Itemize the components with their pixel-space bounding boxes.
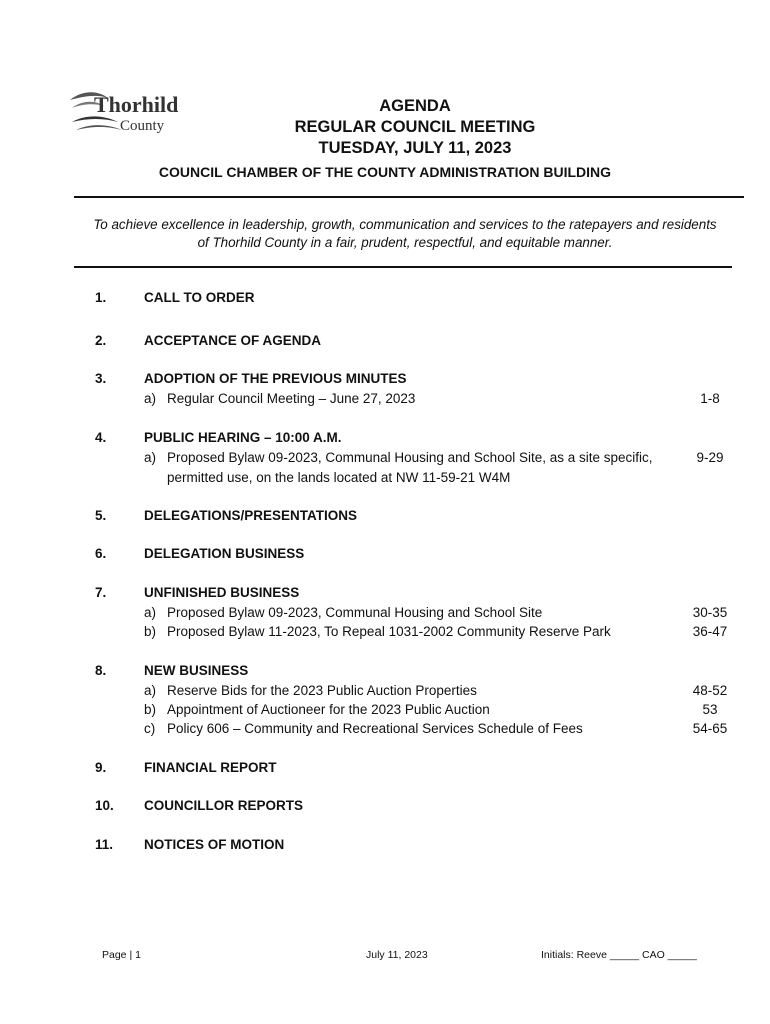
footer-date: July 11, 2023 (366, 949, 428, 961)
sub-item (144, 603, 674, 623)
sub-item-letter: a) (144, 450, 157, 465)
item-number: 5. (95, 508, 107, 523)
item-number: 11. (95, 837, 114, 852)
sub-item-pages: 1-8 (700, 391, 720, 406)
item-heading: CALL TO ORDER (144, 290, 255, 305)
mission-statement (70, 216, 740, 252)
sub-item-letter: c) (144, 721, 156, 736)
footer-initials: Initials: Reeve _____ CAO _____ (541, 949, 697, 961)
item-heading: FINANCIAL REPORT (144, 760, 277, 775)
sub-item-pages: 48-52 (692, 683, 728, 698)
item-number: 2. (95, 333, 107, 348)
mission-line-2: of Thorhild County in a fair, prudent, respectful, and equitable manner. (197, 235, 613, 250)
sub-item-text: Proposed Bylaw 11-2023, To Repeal 1031-2002 Community Reserve Park (167, 624, 611, 639)
sub-item-letter: a) (144, 391, 157, 406)
item-heading: NEW BUSINESS (144, 663, 249, 678)
item-heading: UNFINISHED BUSINESS (144, 585, 300, 600)
sub-item-pages: 30-35 (692, 605, 728, 620)
sub-item-pages: 9-29 (696, 450, 724, 465)
item-number: 1. (95, 290, 107, 305)
sub-item-text: Appointment of Auctioneer for the 2023 Public Auction (167, 702, 490, 717)
sub-item-letter: b) (144, 624, 157, 639)
sub-item (144, 681, 674, 701)
item-number: 6. (95, 546, 107, 561)
title-agenda: AGENDA (379, 97, 451, 115)
item-number: 4. (95, 430, 107, 445)
sub-item (144, 719, 674, 739)
sub-item-pages: 53 (702, 702, 718, 717)
sub-item-pages: 54-65 (692, 721, 728, 736)
title-location: COUNCIL CHAMBER OF THE COUNTY ADMINISTRATION BUILDING (158, 164, 612, 180)
item-number: 8. (95, 663, 107, 678)
sub-item-text: Policy 606 – Community and Recreational Services Schedule of Fees (167, 721, 583, 736)
sub-item-letter: a) (144, 605, 157, 620)
item-heading: COUNCILLOR REPORTS (144, 798, 304, 813)
logo-wordmark: Thorhild (94, 92, 179, 117)
item-number: 3. (95, 371, 107, 386)
item-number: 10. (95, 798, 114, 813)
item-heading: ACCEPTANCE OF AGENDA (144, 333, 322, 348)
sub-item-pages: 36-47 (692, 624, 728, 639)
mission-divider (74, 266, 732, 268)
item-number: 7. (95, 585, 107, 600)
item-heading: DELEGATIONS/PRESENTATIONS (144, 508, 358, 523)
sub-item (144, 389, 674, 409)
item-heading: PUBLIC HEARING – 10:00 A.M. (144, 430, 342, 445)
logo-subtitle: County (120, 118, 165, 134)
sub-item (144, 448, 674, 487)
item-heading: ADOPTION OF THE PREVIOUS MINUTES (144, 371, 407, 386)
item-heading: DELEGATION BUSINESS (144, 546, 305, 561)
item-number: 9. (95, 760, 107, 775)
title-date: TUESDAY, JULY 11, 2023 (318, 139, 512, 157)
sub-item-text: Reserve Bids for the 2023 Public Auction Properties (167, 683, 477, 698)
sub-item-letter: a) (144, 683, 157, 698)
sub-item-text: Proposed Bylaw 09-2023, Communal Housing and School Site (167, 605, 543, 620)
sub-item (144, 622, 674, 642)
sub-item-letter: b) (144, 702, 157, 717)
mission-line-1: To achieve excellence in leadership, growth, communication and services to the ratepayers and residents (93, 217, 717, 232)
footer-page-number: Page | 1 (102, 949, 141, 961)
agenda-title-block (0, 96, 770, 181)
sub-item (144, 700, 674, 720)
title-meeting-type: REGULAR COUNCIL MEETING (294, 118, 536, 136)
header-divider (74, 196, 744, 198)
sub-item-text: Proposed Bylaw 09-2023, Communal Housing and School Site, as a site specific, permitted use, on the lands located at NW 11-59-21 W4M (167, 450, 653, 485)
item-heading: NOTICES OF MOTION (144, 837, 285, 852)
sub-item-text: Regular Council Meeting – June 27, 2023 (167, 391, 416, 406)
